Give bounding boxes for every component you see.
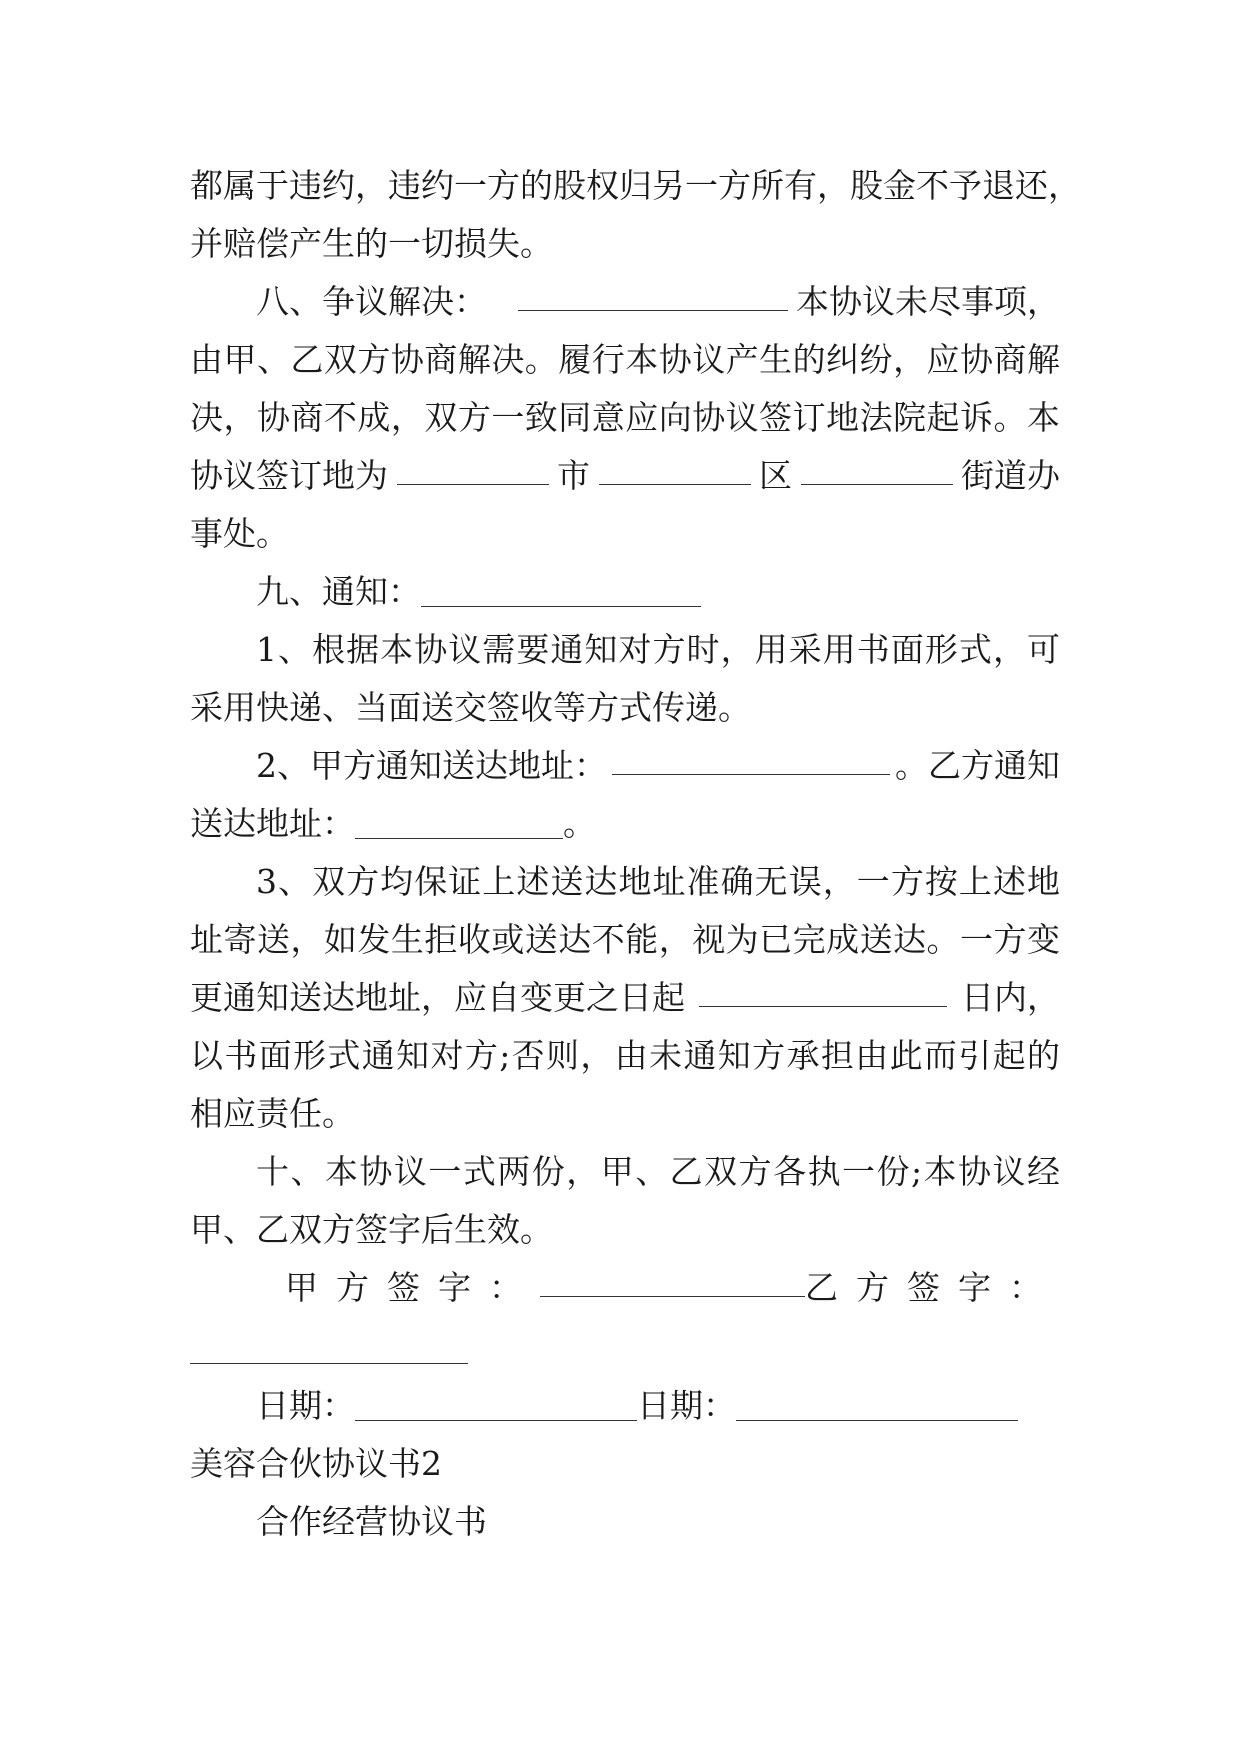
party-a-address-label: 2、甲方通知送达地址：: [256, 746, 607, 785]
clause-9-heading-line: [256, 572, 1060, 612]
clause-8-heading: 八、争议解决：: [256, 282, 487, 321]
party-b-date-label: 日期：: [637, 1386, 736, 1425]
days-label: 日内，: [961, 978, 1060, 1017]
change-notice-text: 更通知送达地址，应自变更之日起: [190, 978, 685, 1017]
paragraph-line: 3、双方均保证上述送达地址准确无误，一方按上述地: [256, 862, 1060, 901]
street-blank: [801, 456, 953, 485]
paragraph-line: 由甲、乙双方协商解决。履行本协议产生的纠纷，应协商解: [190, 340, 1060, 379]
paragraph-line: 都属于违约，违约一方的股权归另一方所有，股金不予退还，: [190, 166, 1081, 205]
blank-field: [421, 578, 701, 607]
paragraph-line: 1、根据本协议需要通知对方时，用采用书面形式，可: [256, 630, 1060, 669]
paragraph-line: 甲、乙双方签字后生效。: [190, 1210, 553, 1249]
party-a-signature-label: 甲方签字：: [285, 1268, 540, 1307]
paragraph-line: 事处。: [190, 514, 289, 553]
party-b-address-label: 。乙方通知: [895, 746, 1060, 785]
section-title: 美容合伙协议书2: [190, 1444, 442, 1483]
change-notice-line: [190, 978, 1060, 1018]
district-label: 区: [759, 456, 792, 495]
paragraph-line: 并赔偿产生的一切损失。: [190, 224, 553, 263]
clause-8-heading-line: [256, 282, 1060, 322]
city-blank: [397, 456, 549, 485]
signing-place-label: 协议签订地为: [190, 456, 388, 495]
party-b-date-blank: [736, 1392, 1018, 1421]
paragraph-line: 采用快递、当面送交签收等方式传递。: [190, 688, 751, 727]
date-line: [256, 1386, 1060, 1426]
party-a-address-line: [256, 746, 1060, 786]
document-title: 合作经营协议书: [256, 1502, 487, 1541]
address-label: 送达地址：: [190, 804, 355, 843]
period: 。: [563, 804, 596, 843]
clause-8-text: 本协议未尽事项，: [796, 282, 1060, 321]
street-office-label: 街道办: [961, 456, 1060, 495]
days-blank: [699, 978, 947, 1007]
party-a-address-blank: [612, 746, 890, 775]
city-label: 市: [557, 456, 590, 495]
paragraph-line: 决，协商不成，双方一致同意应向协议签订地法院起诉。本: [190, 398, 1060, 437]
clause-9-heading: 九、通知：: [256, 572, 421, 611]
paragraph-line: 相应责任。: [190, 1094, 355, 1133]
party-a-date-blank: [355, 1392, 637, 1421]
signing-place-line: [190, 456, 1060, 496]
paragraph-line: 址寄送，如发生拒收或送达不能，视为已完成送达。一方变: [190, 920, 1060, 959]
party-b-address-blank: [355, 810, 563, 839]
party-b-address-line: [190, 804, 1060, 844]
party-b-signature-label: 乙方签字：: [805, 1268, 1060, 1307]
blank-field: [518, 282, 788, 311]
paragraph-line: 十、本协议一式两份，甲、乙双方各执一份;本协议经: [256, 1152, 1060, 1191]
party-a-signature-blank: [540, 1268, 805, 1297]
party-b-signature-blank: [190, 1363, 468, 1364]
signature-line: [285, 1268, 1060, 1308]
paragraph-line: 以书面形式通知对方;否则，由未通知方承担由此而引起的: [190, 1036, 1060, 1075]
party-a-date-label: 日期：: [256, 1386, 355, 1425]
district-blank: [599, 456, 751, 485]
